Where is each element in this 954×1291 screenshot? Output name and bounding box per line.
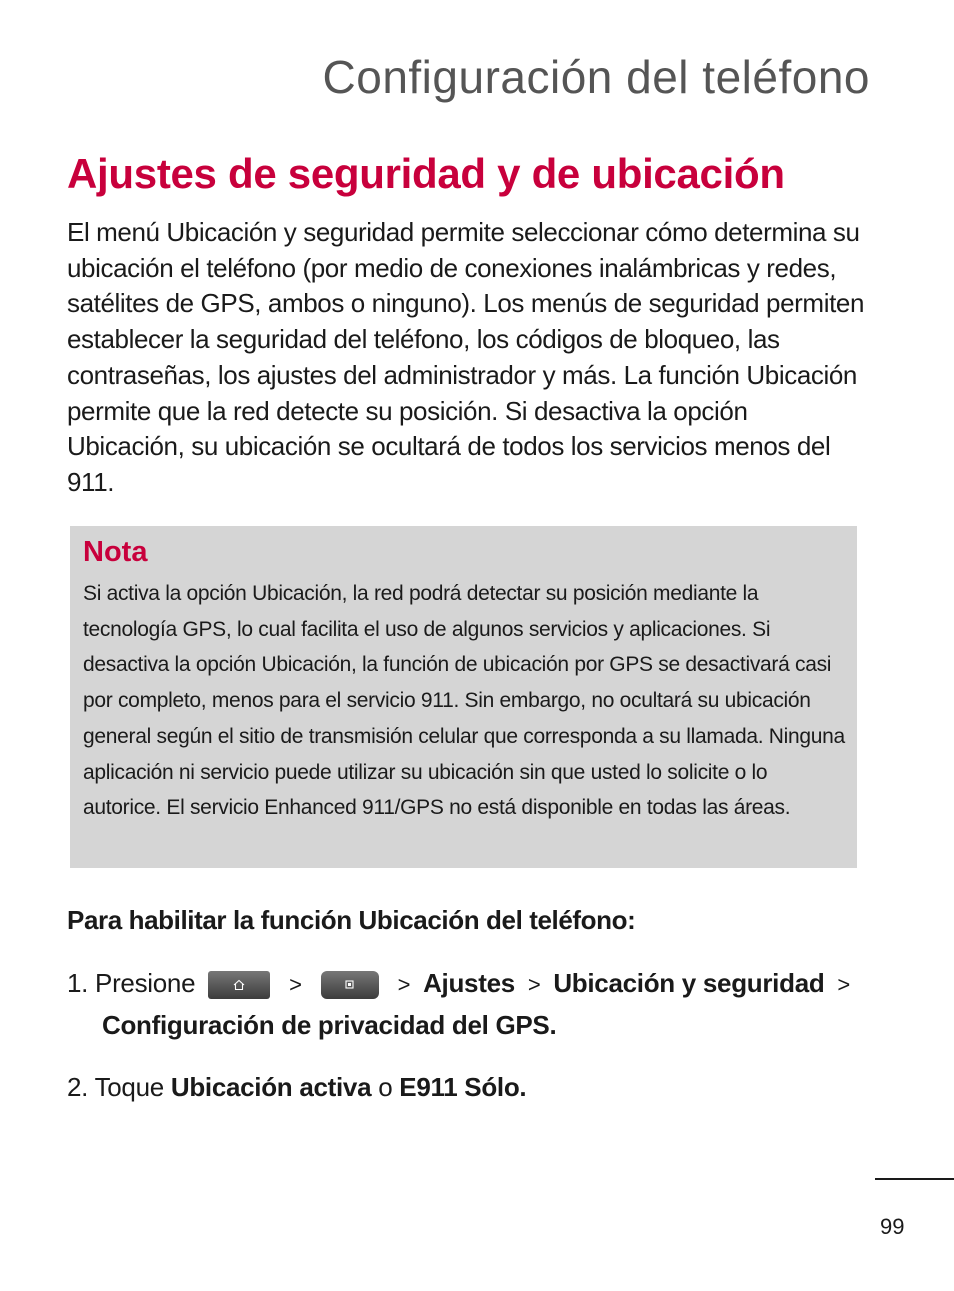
step-1-path-ubicacion: Ubicación y seguridad [553,968,825,998]
step-1-separator-4: > [837,972,850,997]
step-1-path-ajustes: Ajustes [423,968,515,998]
step-1-number: 1. [67,968,89,998]
step-2-option-1: Ubicación activa [170,1072,372,1102]
step-2-number: 2. [67,1072,89,1102]
footer-rule [875,1178,954,1180]
intro-paragraph: El menú Ubicación y seguridad permite seleccionar cómo determina su ubicación el teléfono (por medio de conexiones inalámbricas y redes, satélites de GPS, ambos o ninguno). Los menús de seguridad permiten establecer la seguridad del teléfono, los códigos de bloqueo, las contraseñas, los ajustes del administrador y más. La función Ubicación permite que la red detecte su posición. Si desactiva la opción Ubicación, su ubicación se ocultará de todos los servicios menos del 911. [67,217,865,497]
note-body: Si activa la opción Ubicación, la red podrá detectar su posición mediante la tecnología GPS, lo cual facilita el uso de algunos servicios y aplicaciones. Si desactiva la opción Ubicación, la función de ubicación por GPS se desactivará casi por completo, menos para el servicio 911. Sin embargo, no ocultará su ubicación general según el sitio de transmisión celular que corresponda a su llamada. Ninguna aplicación ni servicio puede utilizar su ubicación sin que usted lo solicite o lo autorice. El servicio Enhanced 911/GPS no está disponible en todas las áreas. [83,582,845,820]
home-key-icon [208,971,270,999]
step-1-separator-3: > [527,972,541,997]
step-1-path-gps: Configuración de privacidad del GPS. [102,1010,557,1040]
step-2-conjunction: o [378,1072,393,1102]
section-title: Ajustes de seguridad y de ubicación [67,150,785,197]
step-2-option-2: E911 Sólo. [399,1072,527,1102]
note-title: Nota [83,536,148,568]
step-1-continued [102,1010,556,1041]
step-1-separator-1: > [289,972,302,997]
step-1 [67,968,856,999]
menu-key-icon [321,971,379,999]
page-number: 99 [880,1214,905,1239]
chapter-title: Configuración del teléfono [322,51,870,103]
step-2 [67,1072,526,1103]
note-box [70,526,857,868]
step-1-separator-2: > [397,972,411,997]
step-1-verb: Presione [95,968,196,998]
step-2-verb: Toque [94,1072,164,1102]
steps-intro: Para habilitar la función Ubicación del teléfono: [67,905,636,935]
